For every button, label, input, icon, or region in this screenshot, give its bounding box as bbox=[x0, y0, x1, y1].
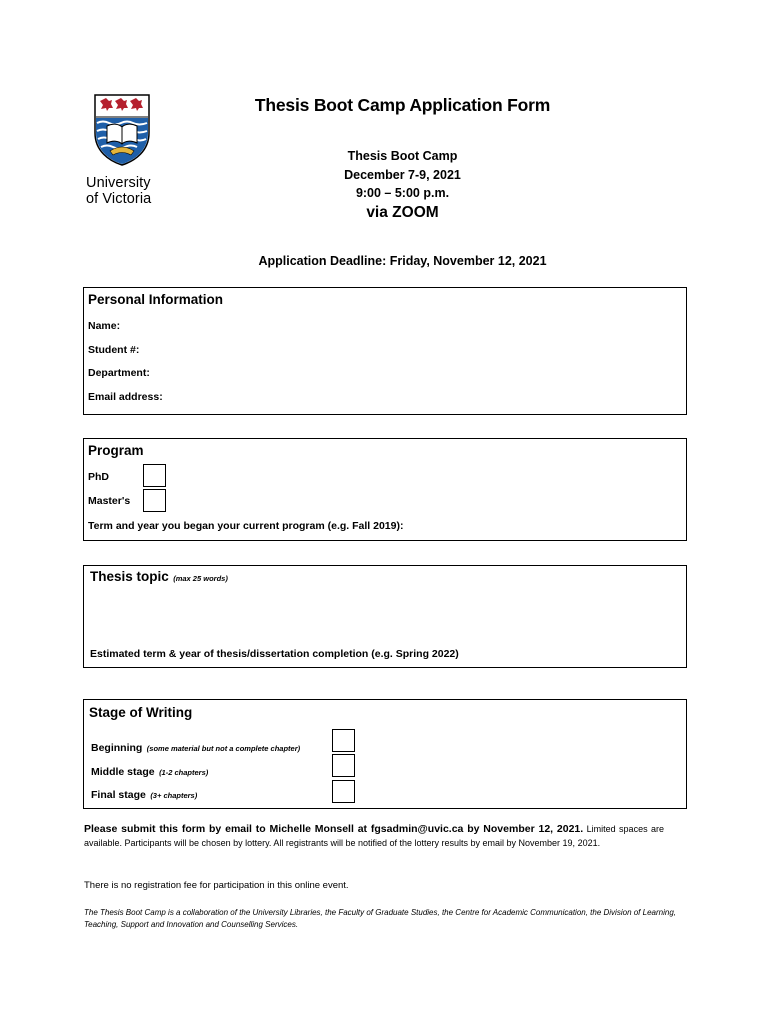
final-note: (3+ chapters) bbox=[150, 791, 198, 800]
student-number-label: Student #: bbox=[88, 344, 140, 356]
stage-heading: Stage of Writing bbox=[89, 705, 193, 720]
completion-estimate-label: Estimated term & year of thesis/dissertation completion (e.g. Spring 2022) bbox=[90, 648, 459, 660]
final-label: Final stage bbox=[91, 789, 146, 801]
wordmark-line2: of Victoria bbox=[86, 191, 152, 207]
beginning-label: Beginning bbox=[91, 742, 143, 754]
program-section bbox=[83, 438, 687, 541]
name-input[interactable] bbox=[129, 316, 669, 332]
department-input[interactable] bbox=[162, 363, 667, 379]
university-crest-logo bbox=[93, 93, 151, 167]
masters-label: Master's bbox=[88, 495, 131, 507]
program-start-term-label: Term and year you began your current program (e.g. Fall 2019): bbox=[88, 520, 404, 532]
collaboration-note: The Thesis Boot Camp is a collaboration of the University Libraries, the Faculty of Graduate Studies, the Centre for Academic Communication, the Division of Learning, Teaching, Support and Innovation and Counselling Services. bbox=[84, 908, 676, 929]
middle-label: Middle stage bbox=[91, 766, 155, 778]
personal-heading: Personal Information bbox=[88, 292, 224, 307]
name-field-label: Name: bbox=[88, 320, 121, 332]
event-location: via ZOOM bbox=[366, 204, 439, 221]
form-title: Thesis Boot Camp Application Form bbox=[254, 95, 551, 115]
program-start-term-input[interactable] bbox=[424, 516, 674, 532]
stage-of-writing-section bbox=[83, 699, 687, 809]
submission-instructions-rest: Limited spaces are available. Participants will be chosen by lottery. All registrants will be notified of the lottery results by email by November 19, 2021. bbox=[84, 824, 664, 848]
middle-note: (1-2 chapters) bbox=[159, 768, 209, 777]
final-option-label bbox=[91, 785, 197, 803]
event-time: 9:00 – 5:00 p.m. bbox=[355, 186, 450, 200]
middle-option-label bbox=[91, 762, 208, 780]
middle-checkbox[interactable] bbox=[332, 754, 355, 777]
phd-checkbox[interactable] bbox=[143, 464, 166, 487]
application-deadline: Application Deadline: Friday, November 12, 2021 bbox=[258, 254, 547, 268]
university-wordmark bbox=[86, 175, 151, 207]
email-input[interactable] bbox=[172, 387, 667, 403]
personal-information-section bbox=[83, 287, 687, 415]
thesis-topic-heading: Thesis topic bbox=[90, 569, 169, 584]
event-dates: December 7-9, 2021 bbox=[344, 168, 461, 182]
masters-checkbox[interactable] bbox=[143, 489, 166, 512]
submission-instructions bbox=[84, 822, 664, 850]
phd-label: PhD bbox=[88, 471, 109, 483]
registration-fee-note: There is no registration fee for participation in this online event. bbox=[84, 880, 349, 891]
program-heading: Program bbox=[88, 443, 144, 458]
thesis-topic-section bbox=[83, 565, 687, 668]
student-number-input[interactable] bbox=[146, 340, 666, 356]
submission-instructions-bold: Please submit this form by email to Michelle Monsell at fgsadmin@uvic.ca by November 12, 2021. bbox=[84, 823, 584, 835]
wordmark-line1: University bbox=[86, 175, 151, 191]
thesis-topic-heading-row bbox=[90, 568, 228, 586]
thesis-topic-word-limit: (max 25 words) bbox=[173, 574, 228, 583]
event-name: Thesis Boot Camp bbox=[347, 149, 458, 163]
beginning-checkbox[interactable] bbox=[332, 729, 355, 752]
thesis-topic-input[interactable] bbox=[90, 588, 680, 638]
email-label: Email address: bbox=[88, 391, 163, 403]
final-checkbox[interactable] bbox=[332, 780, 355, 803]
beginning-option-label bbox=[91, 738, 300, 756]
beginning-note: (some material but not a complete chapter) bbox=[146, 744, 301, 753]
department-label: Department: bbox=[88, 367, 150, 379]
